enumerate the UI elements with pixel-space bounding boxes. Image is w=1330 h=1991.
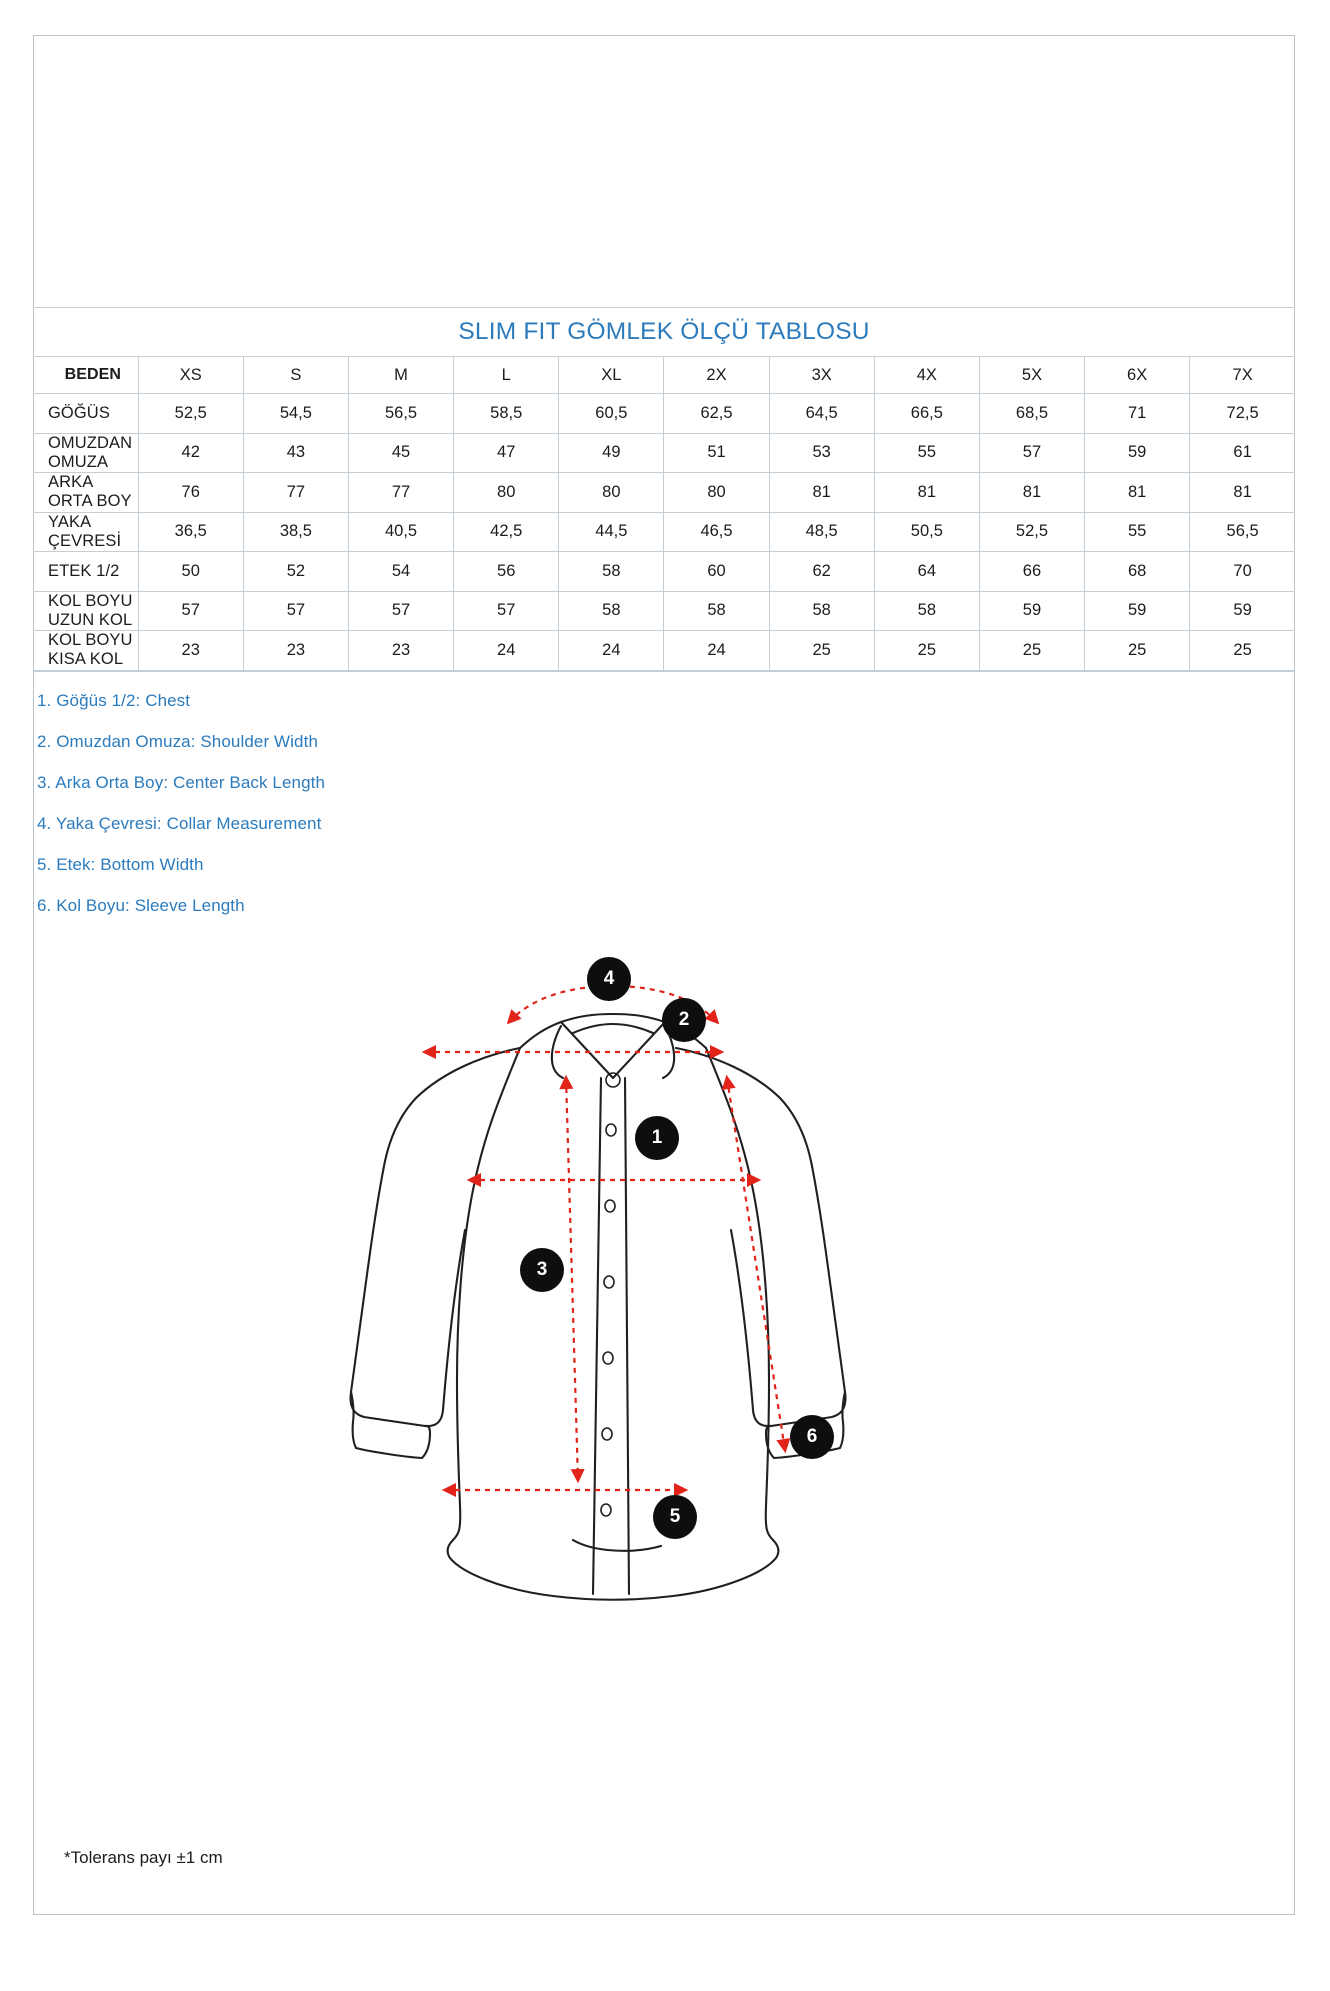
cell: 23 xyxy=(243,631,348,671)
cell: 55 xyxy=(1085,512,1190,552)
bottom-width-marker: 5 xyxy=(653,1495,697,1539)
cell: 64,5 xyxy=(769,394,874,434)
cell: 59 xyxy=(1085,591,1190,631)
cell: 80 xyxy=(454,473,559,513)
cell: 56,5 xyxy=(348,394,453,434)
cell: 50 xyxy=(138,552,243,592)
cell: 48,5 xyxy=(769,512,874,552)
row-label: YAKA ÇEVRESİ xyxy=(33,512,138,552)
cell: 52,5 xyxy=(138,394,243,434)
cell: 59 xyxy=(1190,591,1295,631)
cell: 25 xyxy=(1190,631,1295,671)
cell: 47 xyxy=(454,433,559,473)
cell: 58 xyxy=(664,591,769,631)
cell: 40,5 xyxy=(348,512,453,552)
cell: 81 xyxy=(1190,473,1295,513)
column-header-6x: 6X xyxy=(1085,357,1190,394)
cell: 24 xyxy=(454,631,559,671)
cell: 81 xyxy=(1085,473,1190,513)
cell: 25 xyxy=(1085,631,1190,671)
legend-item-bottom-width: 5. Etek: Bottom Width xyxy=(37,855,204,874)
cell: 60,5 xyxy=(559,394,664,434)
table-row xyxy=(33,591,1295,631)
cell: 44,5 xyxy=(559,512,664,552)
column-header-5x: 5X xyxy=(979,357,1084,394)
cell: 57 xyxy=(454,591,559,631)
cell: 71 xyxy=(1085,394,1190,434)
cell: 25 xyxy=(769,631,874,671)
column-header-xs: XS xyxy=(138,357,243,394)
column-header-2x: 2X xyxy=(664,357,769,394)
column-header-3x: 3X xyxy=(769,357,874,394)
cell: 51 xyxy=(664,433,769,473)
cell: 68 xyxy=(1085,552,1190,592)
cell: 38,5 xyxy=(243,512,348,552)
cell: 58 xyxy=(559,591,664,631)
row-label: OMUZDAN OMUZA xyxy=(33,433,138,473)
cell: 25 xyxy=(874,631,979,671)
cell: 68,5 xyxy=(979,394,1084,434)
cell: 57 xyxy=(243,591,348,631)
cell: 54,5 xyxy=(243,394,348,434)
cell: 80 xyxy=(664,473,769,513)
cell: 59 xyxy=(979,591,1084,631)
legend-item-center-back-length: 3. Arka Orta Boy: Center Back Length xyxy=(37,773,326,792)
cell: 58 xyxy=(559,552,664,592)
cell: 56,5 xyxy=(1190,512,1295,552)
cell: 61 xyxy=(1190,433,1295,473)
shirt-illustration xyxy=(33,930,1295,1730)
cell: 58 xyxy=(769,591,874,631)
legend-item-shoulder-width: 2. Omuzdan Omuza: Shoulder Width xyxy=(37,732,318,751)
cell: 54 xyxy=(348,552,453,592)
cell: 57 xyxy=(138,591,243,631)
page-title: SLIM FIT GÖMLEK ÖLÇÜ TABLOSU xyxy=(33,308,1295,357)
center-back-length-marker: 3 xyxy=(520,1248,564,1292)
table-row xyxy=(33,631,1295,671)
row-label: ETEK 1/2 xyxy=(33,552,138,592)
column-header-s: S xyxy=(243,357,348,394)
row-label: KOL BOYU UZUN KOL xyxy=(33,591,138,631)
cell: 23 xyxy=(348,631,453,671)
cell: 58,5 xyxy=(454,394,559,434)
cell: 42,5 xyxy=(454,512,559,552)
table-header-row xyxy=(33,357,1295,394)
cell: 46,5 xyxy=(664,512,769,552)
cell: 56 xyxy=(454,552,559,592)
cell: 25 xyxy=(979,631,1084,671)
cell: 23 xyxy=(138,631,243,671)
cell: 59 xyxy=(1085,433,1190,473)
column-header-7x: 7X xyxy=(1190,357,1295,394)
shirt-measurement-diagram xyxy=(33,930,1295,1730)
cell: 81 xyxy=(874,473,979,513)
column-header-m: M xyxy=(348,357,453,394)
legend-item-collar-measurement: 4. Yaka Çevresi: Collar Measurement xyxy=(37,814,322,833)
cell: 81 xyxy=(979,473,1084,513)
table-row xyxy=(33,394,1295,434)
measurement-legend xyxy=(37,680,637,926)
shoulder-marker: 2 xyxy=(662,998,706,1042)
cell: 76 xyxy=(138,473,243,513)
cell: 53 xyxy=(769,433,874,473)
cell: 62,5 xyxy=(664,394,769,434)
column-header-xl: XL xyxy=(559,357,664,394)
column-header-4x: 4X xyxy=(874,357,979,394)
cell: 52 xyxy=(243,552,348,592)
cell: 50,5 xyxy=(874,512,979,552)
cell: 62 xyxy=(769,552,874,592)
cell: 55 xyxy=(874,433,979,473)
cell: 77 xyxy=(348,473,453,513)
cell: 45 xyxy=(348,433,453,473)
cell: 24 xyxy=(559,631,664,671)
cell: 72,5 xyxy=(1190,394,1295,434)
table-row xyxy=(33,552,1295,592)
sleeve-length-marker: 6 xyxy=(790,1415,834,1459)
cell: 66,5 xyxy=(874,394,979,434)
cell: 49 xyxy=(559,433,664,473)
legend-item-chest: 1. Göğüs 1/2: Chest xyxy=(37,691,191,710)
cell: 42 xyxy=(138,433,243,473)
cell: 52,5 xyxy=(979,512,1084,552)
cell: 58 xyxy=(874,591,979,631)
table-row xyxy=(33,473,1295,513)
legend-item-sleeve-length: 6. Kol Boyu: Sleeve Length xyxy=(37,896,245,915)
row-label: GÖĞÜS xyxy=(33,394,138,434)
size-chart-table xyxy=(33,307,1295,672)
cell: 43 xyxy=(243,433,348,473)
tolerance-note: *Tolerans payı ±1 cm xyxy=(64,1848,223,1867)
column-header-beden: BEDEN xyxy=(33,357,138,394)
cell: 57 xyxy=(348,591,453,631)
chest-marker: 1 xyxy=(635,1116,679,1160)
row-label: ARKA ORTA BOY xyxy=(33,473,138,513)
cell: 66 xyxy=(979,552,1084,592)
table-row xyxy=(33,512,1295,552)
column-header-l: L xyxy=(454,357,559,394)
cell: 64 xyxy=(874,552,979,592)
cell: 60 xyxy=(664,552,769,592)
table-row xyxy=(33,433,1295,473)
collar-marker: 4 xyxy=(587,957,631,1001)
cell: 80 xyxy=(559,473,664,513)
cell: 77 xyxy=(243,473,348,513)
table-title-row xyxy=(33,308,1295,357)
row-label: KOL BOYU KISA KOL xyxy=(33,631,138,671)
cell: 36,5 xyxy=(138,512,243,552)
cell: 70 xyxy=(1190,552,1295,592)
cell: 81 xyxy=(769,473,874,513)
cell: 24 xyxy=(664,631,769,671)
cell: 57 xyxy=(979,433,1084,473)
